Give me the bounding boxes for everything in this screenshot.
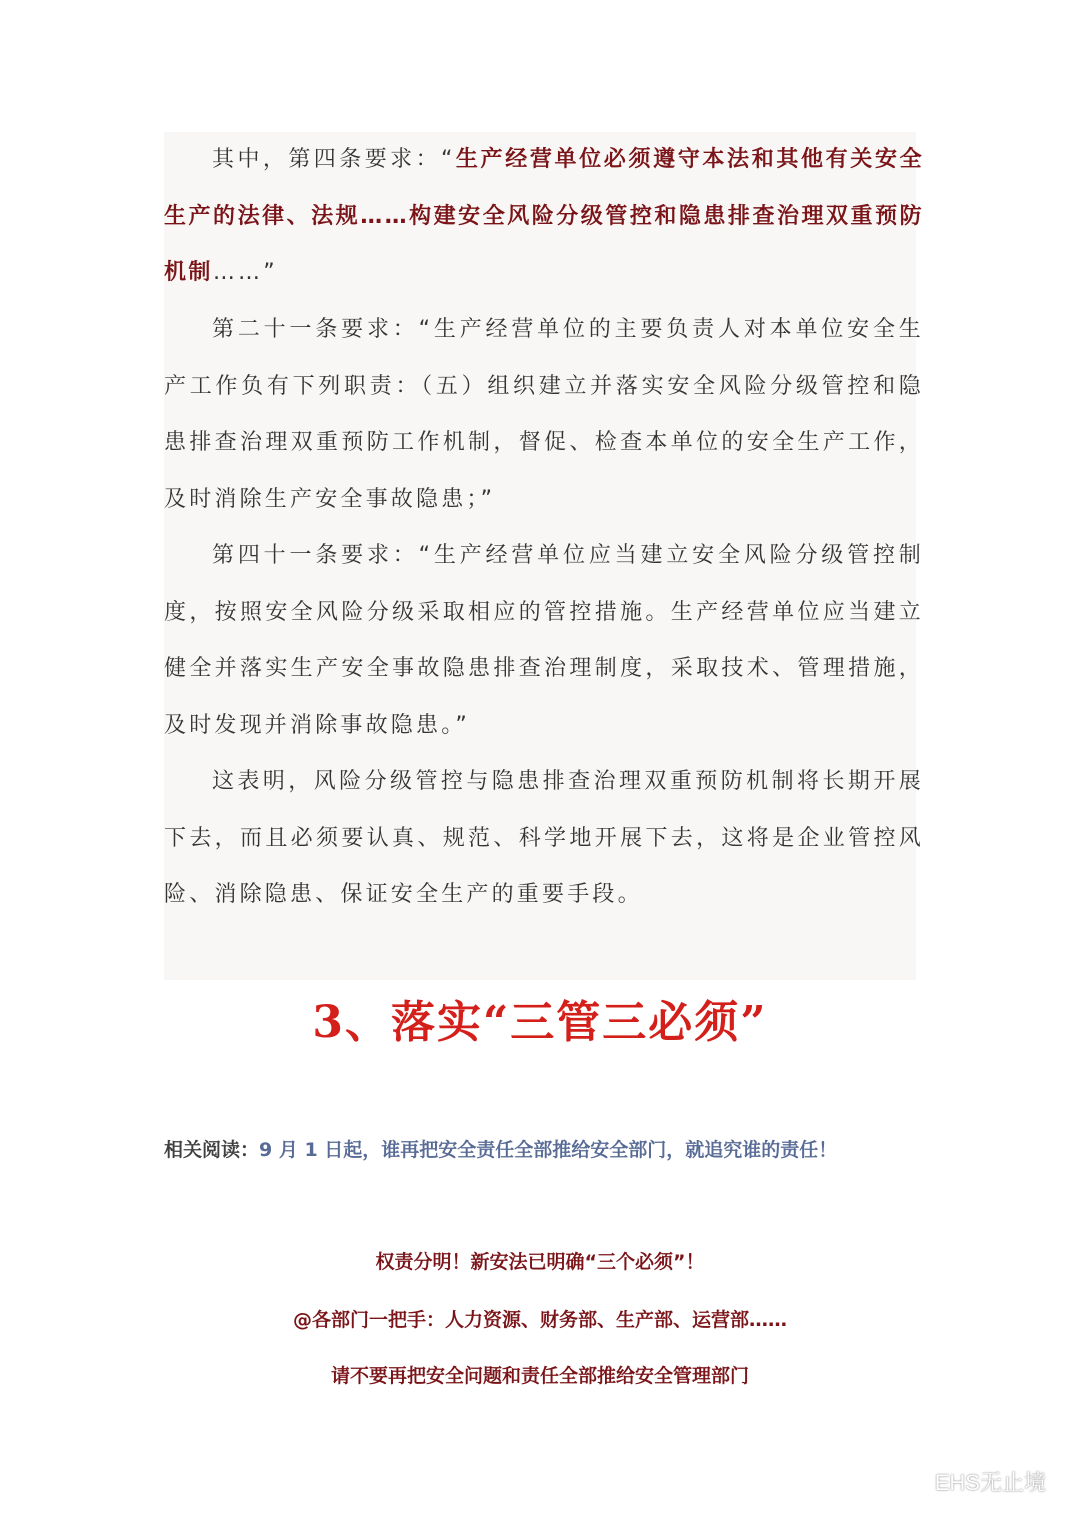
- section-heading: 3、落实“三管三必须”: [312, 997, 768, 1048]
- watermark-text: EHS无止境: [934, 1469, 1046, 1495]
- article-paragraph-41: 第四十一条要求：“生产经营单位应当建立安全风险分级管控制度，按照安全风险分级采取相应的管控措施。生产经营单位应当建立健全并落实生产安全事故隐患排查治理制度，采取技术、管理措施，及时发现并消除事故隐患。”: [164, 543, 924, 739]
- wechat-icon: [895, 1467, 929, 1495]
- related-reading-label: 相关阅读：: [164, 1139, 260, 1161]
- red-callout-line-2[interactable]: @各部门一把手：人力资源、财务部、生产部、运营部……: [292, 1309, 787, 1331]
- conclusion-paragraph: 这表明，风险分级管控与隐患排查治理双重预防机制将长期开展下去，而且必须要认真、规范、科学地开展下去，这将是企业管控风险、消除隐患、保证安全生产的重要手段。: [164, 769, 924, 908]
- highlighted-quote: 生产经营单位必须遵守本法和其他有关安全生产的法律、法规……构建安全风险分级管控和隐患排查治理双重预防机制: [164, 147, 924, 286]
- paragraph-lead-text: 其中，第四条要求：“: [212, 147, 456, 172]
- red-callout-line-1[interactable]: 权责分明！新安法已明确“三个必须”！: [375, 1251, 705, 1273]
- article-paragraph-4: [164, 132, 924, 302]
- paragraph-tail-text: ……”: [212, 260, 278, 286]
- watermark: [895, 1464, 1046, 1498]
- article-paragraph-21: 第二十一条要求：“生产经营单位的主要负责人对本单位安全生产工作负有下列职责：（五）组织建立并落实安全风险分级管控和隐患排查治理双重预防工作机制，督促、检查本单位的安全生产工作，及时消除生产安全事故隐患；”: [164, 317, 924, 513]
- related-reading: [164, 1132, 924, 1168]
- red-callout-line-3[interactable]: 请不要再把安全问题和责任全部推给安全管理部门: [330, 1365, 749, 1387]
- related-article-link[interactable]: 9 月 1 日起，谁再把安全责任全部推给安全部门，就追究谁的责任！: [259, 1139, 838, 1161]
